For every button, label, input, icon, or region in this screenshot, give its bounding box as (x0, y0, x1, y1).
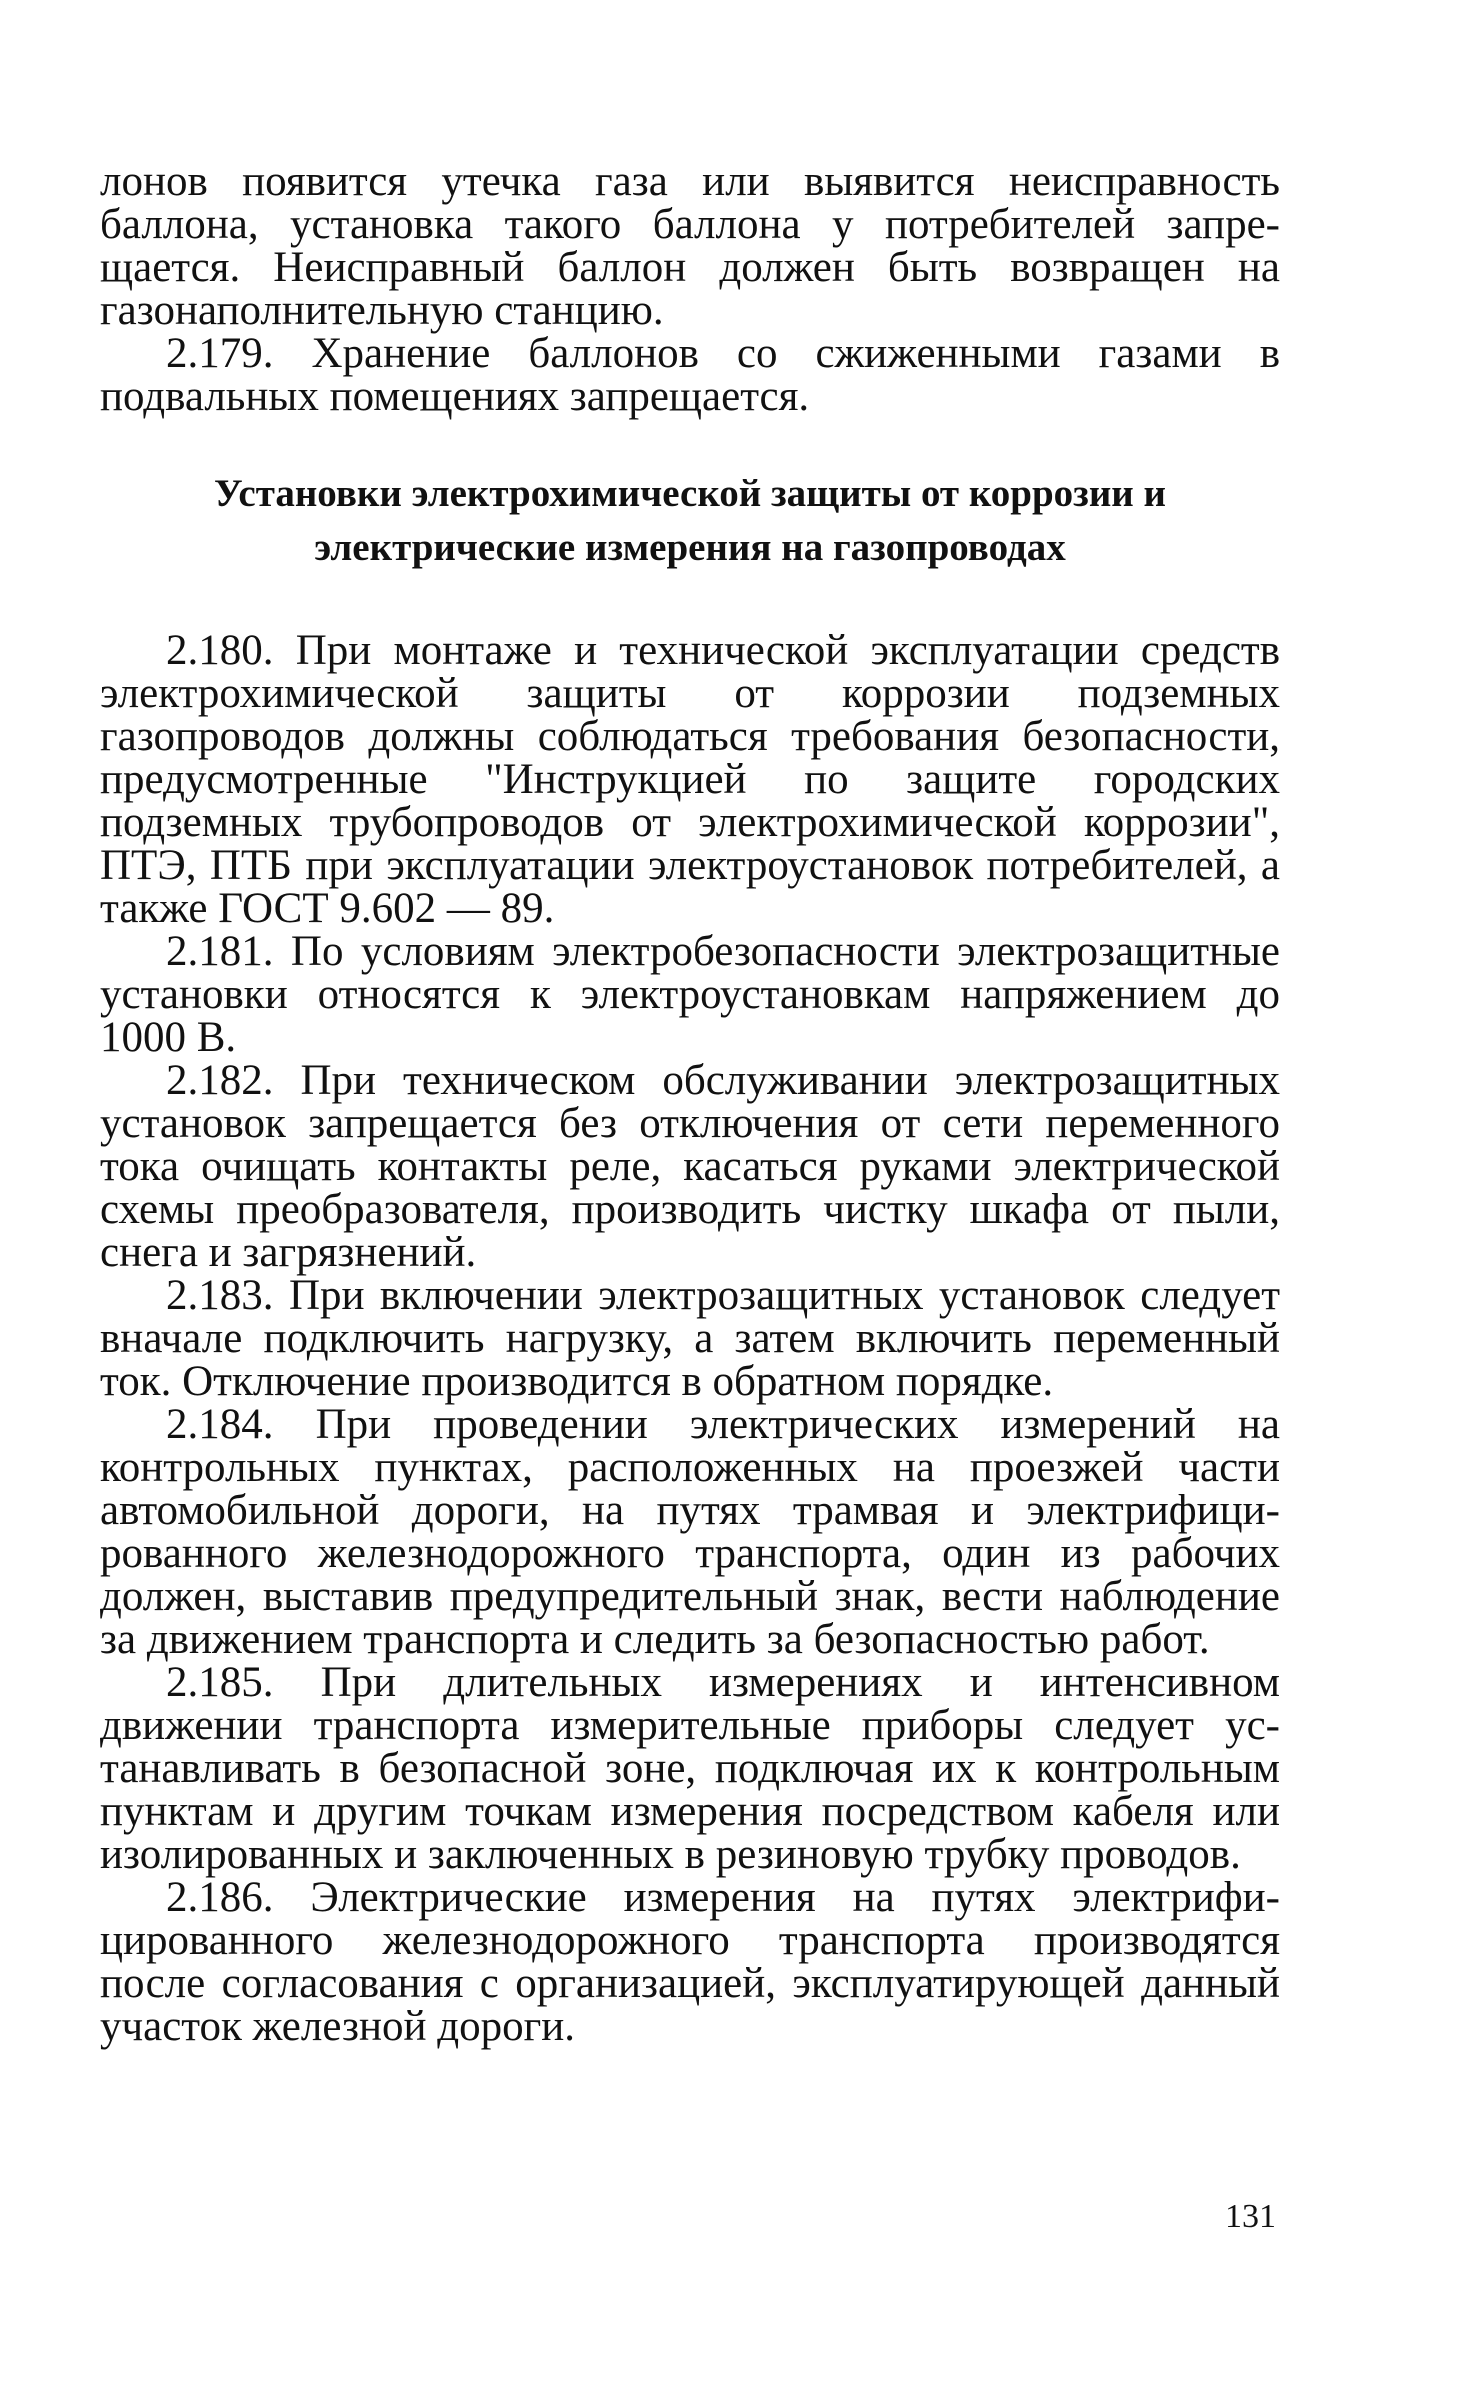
paragraph-number: 2.181. (166, 928, 274, 975)
paragraph-2-184 (100, 1403, 1280, 1661)
paragraph-2-179 (100, 332, 1280, 418)
paragraph-number: 2.185. (166, 1659, 274, 1706)
paragraph-text: Электрические измерения на путях электрифицированного железнодорожного транспорта производятся после согласования с организацией, эксплуатирующей данный участок железной дороги. (100, 1874, 1280, 2050)
paragraph-number: 2.186. (166, 1874, 274, 1921)
paragraph-2-186 (100, 1876, 1280, 2048)
paragraph-number: 2.184. (166, 1401, 274, 1448)
paragraph-text: При проведении электрических измерений на контрольных пунктах, расположенных на проезжей части автомобильной дороги, на путях трамвая и электрифицированного железнодорожного транспорта, один из рабочих должен, выставив предупредительный знак, вести наблюдение за движением транспорта и следить за безопасностью работ. (100, 1401, 1280, 1663)
paragraph-number: 2.180. (166, 627, 274, 674)
paragraph-2-180 (100, 629, 1280, 930)
paragraph-2-183 (100, 1274, 1280, 1403)
paragraph-number: 2.182. (166, 1057, 274, 1104)
paragraph-number: 2.183. (166, 1272, 274, 1319)
paragraph-text: При монтаже и технической эксплуатации средств электрохимической защиты от коррозии подземных газопроводов должны соблюдаться требования безопасности, предусмотренные "Инструкцией по защите городских подземных трубопроводов от электрохимической коррозии", ПТЭ, ПТБ при эксплуатации электроустановок потребителей, а также ГОСТ 9.602 — 89. (100, 627, 1280, 932)
section-heading: Установки электрохимической защиты от коррозии и электрические измерения на газопроводах (213, 472, 1167, 569)
document-page (100, 160, 1280, 2048)
page-number: 131 (1225, 2198, 1276, 2235)
paragraph-text: По условиям электробезопасности электрозащитные установки относятся к электроустановкам напряжением до 1000 В. (100, 928, 1280, 1061)
paragraph-text: При включении электрозащитных установок следует вначале подключить нагрузку, а затем включить переменный ток. Отключение производится в обратном порядке. (100, 1272, 1281, 1405)
paragraph-2-185 (100, 1661, 1280, 1876)
paragraph-2-181 (100, 930, 1280, 1059)
paragraph-2-182 (100, 1059, 1280, 1274)
paragraph-text: При длительных измерениях и интенсивном движении транспорта измерительные приборы следует устанавливать в безопасной зоне, подключая их к контрольным пунктам и другим точкам измерения посредством кабеля или изолированных и заключенных в резиновую трубку проводов. (100, 1659, 1281, 1878)
paragraph-text: При техническом обслуживании электрозащитных установок запрещается без отключения от сети переменного тока очищать контакты реле, касаться руками электрической схемы преобразователя, производить чистку шкафа от пыли, снега и загрязнений. (100, 1057, 1280, 1276)
continuation-paragraph: лонов появится утечка газа или выявится неисправность баллона, установка такого баллона у потребителей запрещается. Неисправный баллон должен быть возвращен на газонаполнительную станцию. (100, 158, 1280, 334)
paragraph-number: 2.179. (166, 330, 274, 377)
paragraph-text: Хранение баллонов со сжиженными газами в подвальных помещениях запрещается. (100, 330, 1280, 420)
